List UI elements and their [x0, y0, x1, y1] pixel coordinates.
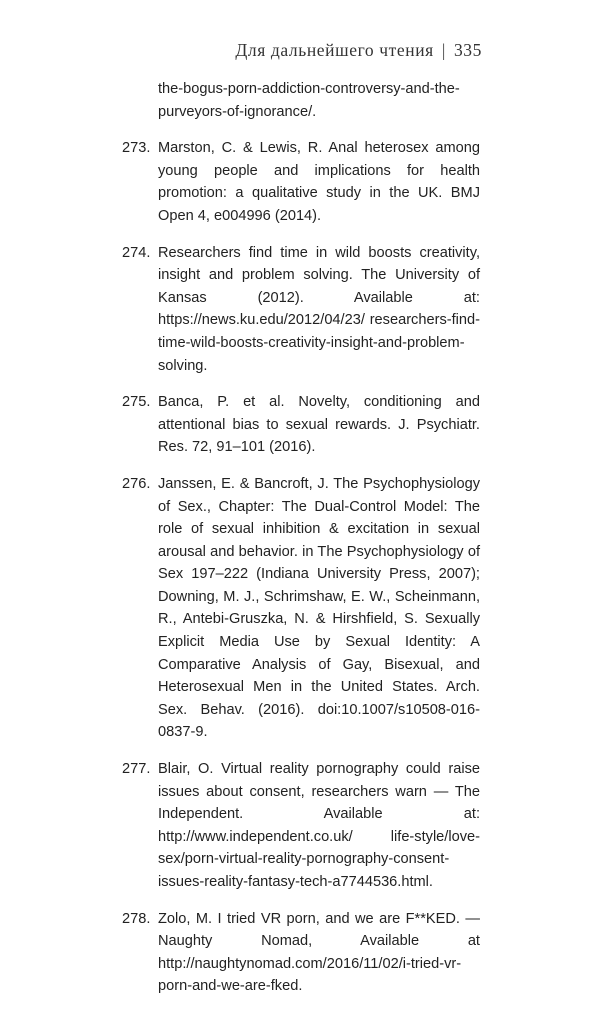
- reference-number: 273.: [122, 140, 151, 157]
- reference-item: [122, 473, 480, 744]
- reference-list: [122, 78, 480, 1012]
- page-number: 335: [453, 40, 482, 60]
- reference-item: [122, 242, 480, 378]
- reference-text: Marston, C. & Lewis, R. Anal heterosex among young people and implications for health promotion: a qualitative study in the UK. BMJ Open 4, e004996 (2014).: [158, 140, 480, 224]
- reference-number: 277.: [122, 761, 151, 778]
- reference-text: Banca, P. et al. Novelty, conditioning and attentional bias to sexual rewards. J. Psychiatr. Res. 72, 91–101 (2016).: [158, 394, 480, 456]
- reference-text: Researchers find time in wild boosts creativity, insight and problem solving. The University of Kansas (2012). Available at: https://news.ku.edu/2012/04/23/ researchers-find-time-wild-boosts-creativity-insight-and-problem-solving.: [158, 244, 480, 374]
- reference-item: [122, 137, 480, 227]
- reference-number: 274.: [122, 244, 151, 261]
- reference-item: [122, 908, 480, 998]
- reference-text: Janssen, E. & Bancroft, J. The Psychophysiology of Sex., Chapter: The Dual-Control Model: The role of sexual inhibition & excitation in sexual arousal and behavior. in The Psychophysiology of Sex 197–222 (Indiana University Press, 2007); Downing, M. J., Schrimshaw, E. W., Scheinmann, R., Antebi-Gruszka, N. & Hirshfield, S. Sexually Explicit Media Use by Sexual Identity: A Comparative Analysis of Gay, Bisexual, and Heterosexual Men in the United States. Arch. Sex. Behav. (2016). doi:10.1007/s10508-016-0837-9.: [158, 475, 480, 741]
- reference-text: Zolo, M. I tried VR porn, and we are F**KED. — Naughty Nomad, Available at http://naughtynomad.com/2016/11/02/i-tried-vr-porn-and-we-are-fked.: [158, 910, 480, 995]
- chapter-title: Для дальнейшего чтения: [235, 40, 434, 60]
- running-head: [235, 40, 482, 61]
- reference-item: [122, 758, 480, 894]
- reference-continuation: the-bogus-porn-addiction-controversy-and-the-purveyors-of-ignorance/.: [158, 81, 460, 120]
- reference-item: [122, 391, 480, 459]
- header-separator: |: [441, 40, 446, 60]
- reference-text: Blair, O. Virtual reality pornography could raise issues about consent, researchers warn — The Independent. Available at: http://www.independent.co.uk/ life-style/love-sex/porn-virtual-reality-pornography-consent-issues-reality-fantasy-tech-a7744536.html.: [158, 761, 480, 890]
- reference-number: 278.: [122, 910, 151, 927]
- reference-number: 275.: [122, 394, 151, 411]
- reference-number: 276.: [122, 475, 151, 492]
